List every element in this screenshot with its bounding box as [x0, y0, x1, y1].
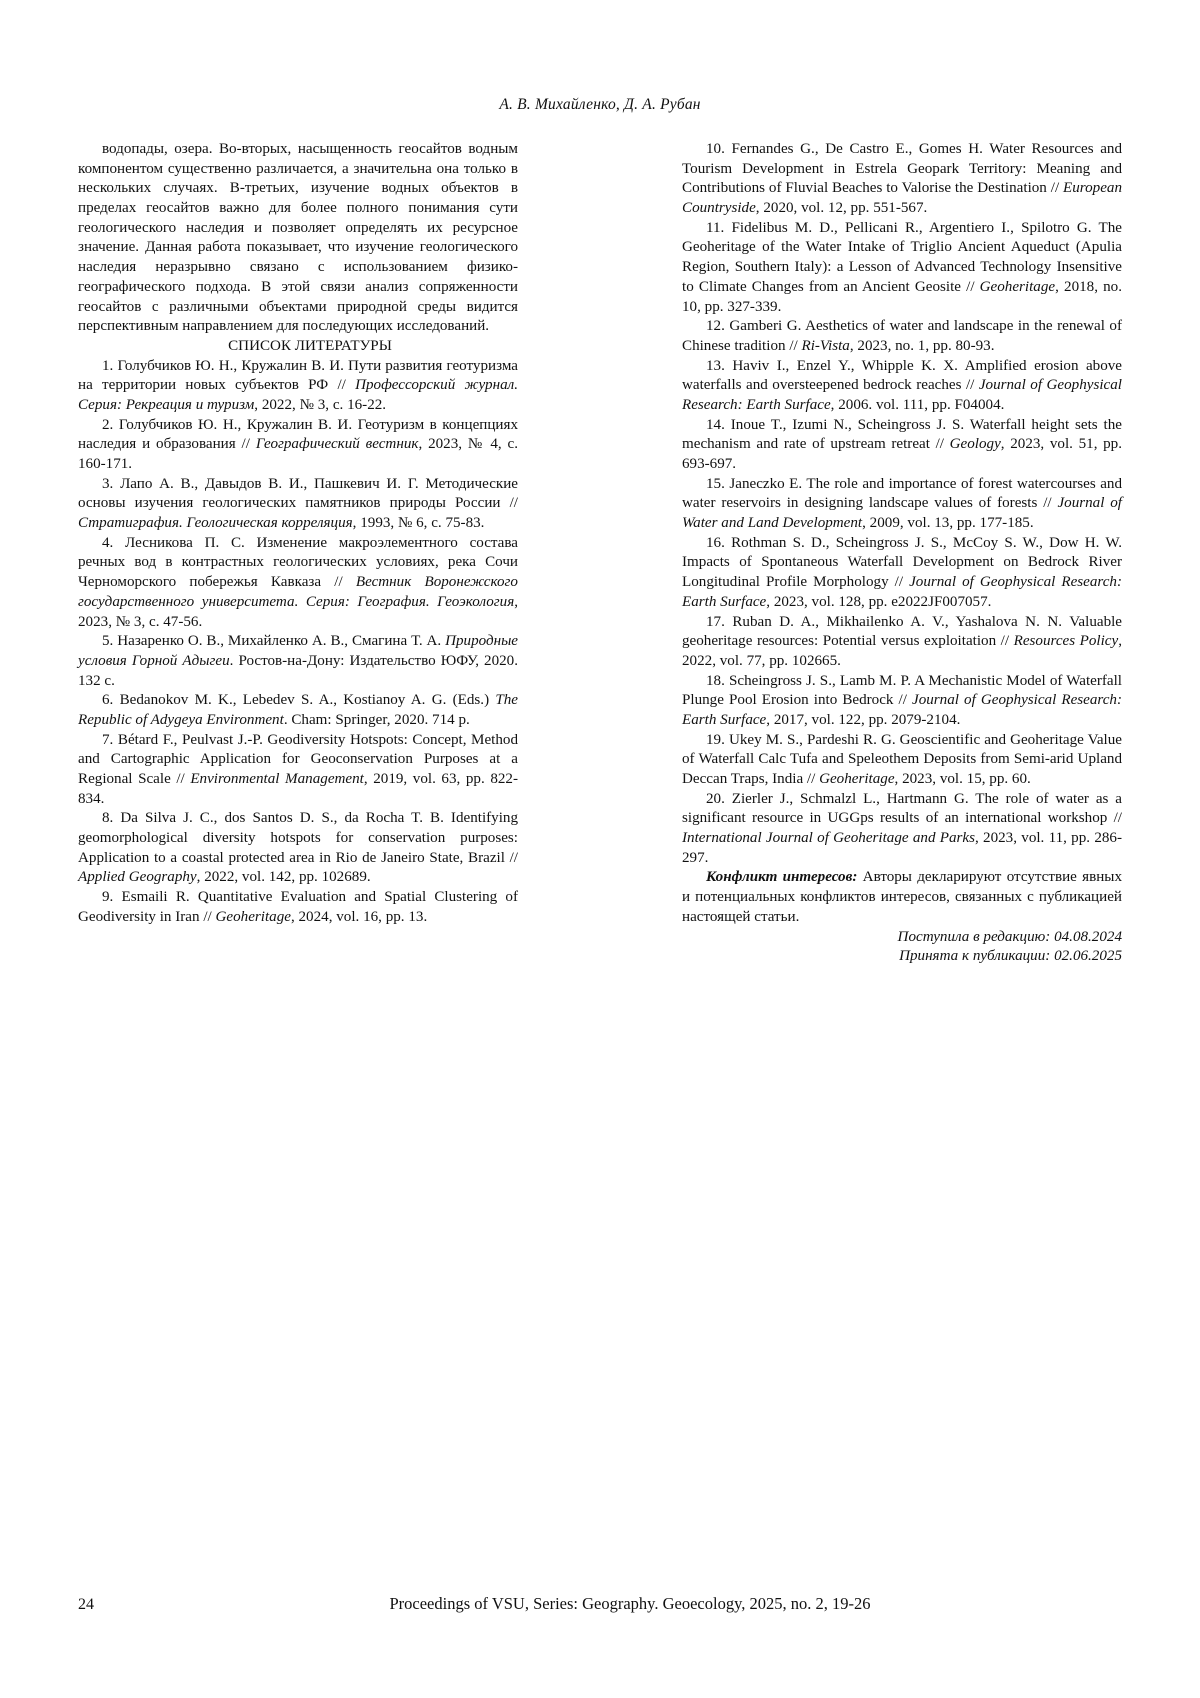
reference-text: , 2023, vol. 15, pp. 60. [894, 771, 1031, 787]
reference-number: 9. [102, 889, 122, 906]
reference-text: Scheingross J. S., Lamb M. P. A Mechanistic Model of Waterfall Plunge Pool Erosion into Bedrock // [682, 672, 1122, 709]
running-head: А. В. Михайленко, Д. А. Рубан [499, 96, 701, 113]
reference-source-title: Journal of Geophysical Research: Earth Surface [682, 574, 1122, 610]
reference-number: 20. [706, 790, 732, 807]
reference-text: Ruban D. A., Mikhailenko A. V., Yashalova N. N. Valuable geoheritage resources: Potential versus exploitation // [682, 613, 1123, 650]
reference-text: , 2017, vol. 122, pp. 2079-2104. [766, 711, 961, 728]
reference-text: , 2023, no. 1, pp. 80-93. [849, 337, 995, 354]
reference-source-title: Geology [949, 436, 1001, 453]
reference-text: , 2023, vol. 128, pp. e2022JF007057. [766, 593, 992, 610]
reference-item [682, 534, 1122, 613]
reference-item [682, 731, 1122, 790]
reference-source-title: European Countryside [682, 180, 1122, 217]
reference-source-title: Стратиграфия. Геологическая корреляция [78, 515, 353, 532]
reference-text: Zierler J., Schmalzl L., Hartmann G. The role of water as a significant resource in UGGps results of an international workshop // [682, 790, 1122, 827]
reference-text: Лапо А. В., Давыдов В. И., Пашкевич И. Г. Методические основы изучения геологических памятников природы России // [78, 475, 519, 512]
reference-number: 7. [102, 731, 118, 748]
reference-item [682, 219, 1122, 317]
reference-item [78, 731, 518, 810]
reference-source-title: International Journal of Geoheritage and Parks [682, 830, 975, 847]
reference-text: Голубчиков Ю. Н., Кружалин В. И. Геотуризм в концепциях наследия и образования // [78, 416, 518, 453]
reference-number: 2. [102, 416, 119, 433]
reference-text: , 2019, vol. 63, pp. 822-834. [78, 771, 518, 807]
reference-source-title: Природные условия Горной Адыгеи [78, 633, 519, 669]
reference-source-title: Environmental Management [190, 771, 364, 787]
reference-source-title: Geoheritage [215, 908, 291, 925]
reference-source-title: The Republic of Adygeya Environment [78, 692, 518, 728]
reference-number: 8. [102, 810, 121, 827]
reference-text: Bedanokov M. K., Lebedev S. A., Kostianoy A. G. (Eds.) [119, 692, 496, 709]
reference-text: , 2023, № 3, с. 47-56. [78, 593, 518, 630]
reference-text: Janeczko E. The role and importance of forest watercourses and water reservoirs in designing landscape values of forests // [682, 475, 1123, 512]
reference-number: 10. [706, 141, 732, 157]
reference-text: Голубчиков Ю. Н., Кружалин В. И. Пути развития геотуризма на территории новых субъектов РФ // [78, 357, 518, 394]
reference-item [682, 672, 1122, 731]
reference-item [78, 888, 518, 927]
reference-item [78, 475, 518, 534]
reference-source-title: Geoheritage [979, 278, 1056, 295]
reference-number: 5. [102, 633, 118, 650]
reference-number: 3. [102, 475, 121, 492]
references-heading: СПИСОК ЛИТЕРАТУРЫ [228, 337, 392, 354]
reference-number: 17. [706, 613, 733, 630]
reference-source-title: Ri-Vista [801, 337, 850, 354]
journal-citation: Proceedings of VSU, Series: Geography. Geoecology, 2025, no. 2, 19-26 [389, 1594, 871, 1613]
reference-number: 13. [706, 357, 733, 374]
reference-text: Bétard F., Peulvast J.-P. Geodiversity Hotspots: Concept, Method and Cartographic Application for Geoconservation Purposes at a Regional Scale // [78, 731, 519, 787]
reference-text: , 2023, vol. 11, pp. 286-297. [682, 830, 1122, 866]
reference-text: Esmaili R. Quantitative Evaluation and Spatial Clustering of Geodiversity in Iran // [78, 889, 518, 925]
conflict-of-interest [682, 868, 1122, 927]
reference-text: , 2022, № 3, с. 16-22. [254, 396, 387, 413]
reference-item [78, 416, 518, 475]
reference-text: Назаренко О. В., Михайленко А. В., Смагина Т. А. [117, 633, 446, 650]
reference-text: , 2022, vol. 77, pp. 102665. [682, 633, 1122, 669]
reference-source-title: Профессорский журнал. Серия: Рекреация и туризм [78, 377, 518, 413]
reference-number: 11. [706, 219, 732, 236]
reference-item [682, 475, 1122, 534]
reference-item [682, 357, 1122, 416]
page-footer [78, 1594, 1122, 1614]
reference-item [682, 140, 1122, 219]
reference-text: Da Silva J. C., dos Santos D. S., da Rocha T. B. Identifying geomorphological diversity hotspots for conservation purposes: Application to a coastal protected area in Rio de Janeiro State, Brazil // [78, 810, 518, 866]
reference-text: , 2006. vol. 111, pp. F04004. [830, 396, 1005, 413]
reference-item [78, 534, 518, 632]
reference-text: Fidelibus M. D., Pellicani R., Argentiero I., Spilotro G. The Geoheritage of the Water Intake of Triglio Ancient Aqueduct (Apulia Region, Southern Italy): a Lesson of Advanced Technology Insensitive to Climate Changes from an Ancient Geosite // [682, 219, 1122, 295]
reference-text: , 2024, vol. 16, pp. 13. [290, 908, 428, 925]
reference-text: , 2020, vol. 12, pp. 551-567. [755, 200, 928, 217]
reference-text: Rothman S. D., Scheingross J. S., McCoy S. W., Dow H. W. Impacts of Spontaneous Waterfall Development on Bedrock River Longitudinal Profile Morphology // [682, 534, 1123, 591]
left-column [78, 140, 518, 967]
reference-number: 1. [102, 357, 118, 374]
reference-item [78, 809, 518, 888]
reference-text: Gamberi G. Aesthetics of water and landscape in the renewal of Chinese tradition // [682, 318, 1122, 354]
conflict-text: Авторы декларируют отсутствие явных и потенциальных конфликтов интересов, связанных с публикацией настоящей статьи. [682, 869, 1122, 925]
reference-number: 6. [102, 692, 120, 709]
reference-item [78, 632, 518, 691]
reference-item [78, 357, 518, 416]
reference-source-title: Географический вестник [255, 436, 419, 453]
reference-number: 12. [706, 318, 730, 335]
reference-list-left [78, 357, 518, 928]
reference-list-right [682, 140, 1122, 868]
reference-text: Fernandes G., De Castro E., Gomes H. Water Resources and Tourism Development in Estrela Geopark Territory: Meaning and Contributions of Fluvial Beaches to Valorise the Destination // [682, 141, 1123, 197]
reference-number: 14. [706, 416, 731, 433]
reference-text: , 2018, no. 10, pp. 327-339. [682, 278, 1122, 315]
reference-text: . Cham: Springer, 2020. 714 p. [283, 711, 470, 728]
page-number: 24 [78, 1596, 94, 1613]
reference-source-title: Resources Policy [1013, 633, 1119, 650]
two-column-layout [78, 140, 1122, 967]
reference-source-title: Journal of Geophysical Research: Earth Surface [682, 692, 1122, 728]
reference-text: . Ростов-на-Дону: Издательство ЮФУ, 2020. 132 с. [78, 652, 518, 689]
reference-item [78, 691, 518, 730]
reference-text: , 2023, № 4, с. 160-171. [78, 436, 518, 472]
reference-source-title: Geoheritage [819, 771, 895, 787]
reference-item [682, 416, 1122, 475]
reference-number: 4. [102, 534, 126, 551]
reference-text: , 1993, № 6, с. 75-83. [352, 515, 485, 532]
reference-text: , 2022, vol. 142, pp. 102689. [196, 869, 371, 886]
reference-text: Inoue T., Izumi N., Scheingross J. S. Waterfall height sets the mechanism and rate of upstream retreat // [682, 416, 1122, 453]
reference-item [682, 613, 1122, 672]
reference-text: Лесникова П. С. Изменение макроэлементного состава речных вод в контрастных геологических условиях, река Сочи Черноморского побережья Кавказа // [78, 534, 518, 591]
reference-item [682, 317, 1122, 356]
reference-source-title: Applied Geography [78, 869, 197, 886]
accepted-date: Принята к публикации: 02.06.2025 [899, 948, 1122, 965]
right-column [682, 140, 1122, 967]
reference-text: , 2009, vol. 13, pp. 177-185. [862, 515, 1034, 532]
reference-source-title: Journal of Water and Land Development [682, 495, 1123, 532]
reference-number: 19. [706, 731, 729, 748]
reference-number: 16. [706, 534, 732, 551]
reference-number: 15. [706, 475, 730, 492]
reference-source-title: Вестник Воронежского государственного университета. Серия: География. Геоэкология [78, 574, 518, 610]
body-paragraph: водопады, озера. Во-вторых, насыщенность геосайтов водным компонентом существенно различается, а значительна она только в нескольких случаях. В-третьих, изучение водных объектов в пределах геосайтов важно для более полного понимания сути геологического наследия и позволяет определять их ресурсное значение. Данная работа показывает, что изучение геологического наследия неразрывно связано с использованием физико-географического подхода. В этой связи анализ сопряженности геосайтов с различными объектами природной среды видится перспективным направлением для последующих исследований. [78, 141, 518, 335]
conflict-label: Конфликт интересов: [706, 869, 858, 886]
reference-text: , 2023, vol. 51, pp. 693-697. [682, 436, 1122, 472]
received-date: Поступила в редакцию: 04.08.2024 [897, 928, 1122, 945]
reference-source-title: Journal of Geophysical Research: Earth Surface [682, 377, 1122, 413]
reference-text: Haviv I., Enzel Y., Whipple K. X. Amplified erosion above waterfalls and oversteepened bedrock reaches // [682, 357, 1123, 394]
reference-number: 18. [706, 672, 729, 689]
reference-text: Ukey M. S., Pardeshi R. G. Geoscientific and Geoheritage Value of Waterfall Calc Tufa and Speleothem Deposits from Semi-arid Upland Deccan Traps, India // [682, 731, 1122, 787]
reference-item [682, 790, 1122, 869]
